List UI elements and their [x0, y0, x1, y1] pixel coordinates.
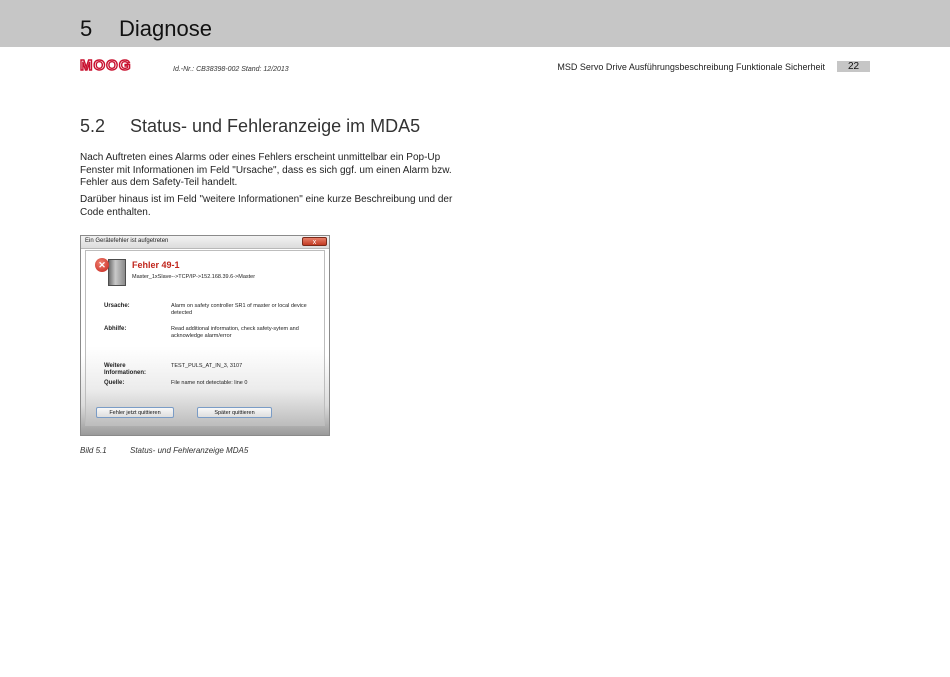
acknowledge-now-button[interactable]: Fehler jetzt quittieren	[96, 407, 174, 418]
paragraph-more-info: Darüber hinaus ist im Feld "weitere Informationen" eine kurze Beschreibung und der Code enthalten.	[80, 194, 453, 218]
dialog-titlebar	[81, 236, 329, 249]
more-info-value: TEST_PULS_AT_IN_3, 3107	[171, 363, 243, 369]
dialog-body	[85, 250, 325, 426]
document-title: MSD Servo Drive Ausführungsbeschreibung Funktionale Sicherheit	[557, 62, 825, 72]
section-title: Status- und Fehleranzeige im MDA5	[130, 116, 421, 136]
chapter-title: Diagnose	[119, 16, 212, 41]
acknowledge-later-button[interactable]: Später quittieren	[197, 407, 272, 418]
cause-value: Alarm on safety controller SR1 of master or local device detected	[171, 303, 307, 316]
cause-label: Ursache:	[104, 303, 130, 309]
dialog-title: Ein Gerätefehler ist aufgetreten	[85, 238, 169, 244]
remedy-label: Abhilfe:	[104, 326, 127, 332]
moog-logo	[80, 57, 160, 73]
error-icon: ✕	[95, 258, 109, 272]
section-number: 5.2	[80, 116, 106, 136]
drive-device-icon	[108, 259, 126, 286]
logo-text: MOOG	[80, 57, 132, 73]
paragraph-intro: Nach Auftreten eines Alarms oder eines Fehlers erscheint unmittelbar ein Pop-Up Fenster mit Informationen im Feld "Ursache", dass es sich ggf. um einen Alarm bzw. Fehler aus dem Safety-Teil handelt.	[80, 152, 452, 189]
error-title: Fehler 49-1	[132, 260, 180, 270]
error-dialog-screenshot	[80, 235, 330, 436]
source-value: File name not detectable: line 0	[171, 380, 248, 386]
figure-number: Bild 5.1	[80, 446, 107, 455]
error-path: Master_1xSlave-->TCP/IP->152.168.39.6->Master	[132, 274, 256, 280]
document-id: Id.-Nr.: CB38398-002 Stand: 12/2013	[173, 66, 289, 73]
chapter-number: 5	[80, 16, 93, 41]
page-number: 22	[837, 61, 870, 72]
source-label: Quelle:	[104, 380, 125, 386]
close-button[interactable]: x	[302, 237, 327, 246]
figure-caption: Status- und Fehleranzeige MDA5	[130, 446, 249, 455]
remedy-value: Read additional information, check safety-sytem and acknowledge alarm/error	[171, 326, 299, 339]
more-info-label: Weitere Informationen:	[104, 363, 146, 376]
